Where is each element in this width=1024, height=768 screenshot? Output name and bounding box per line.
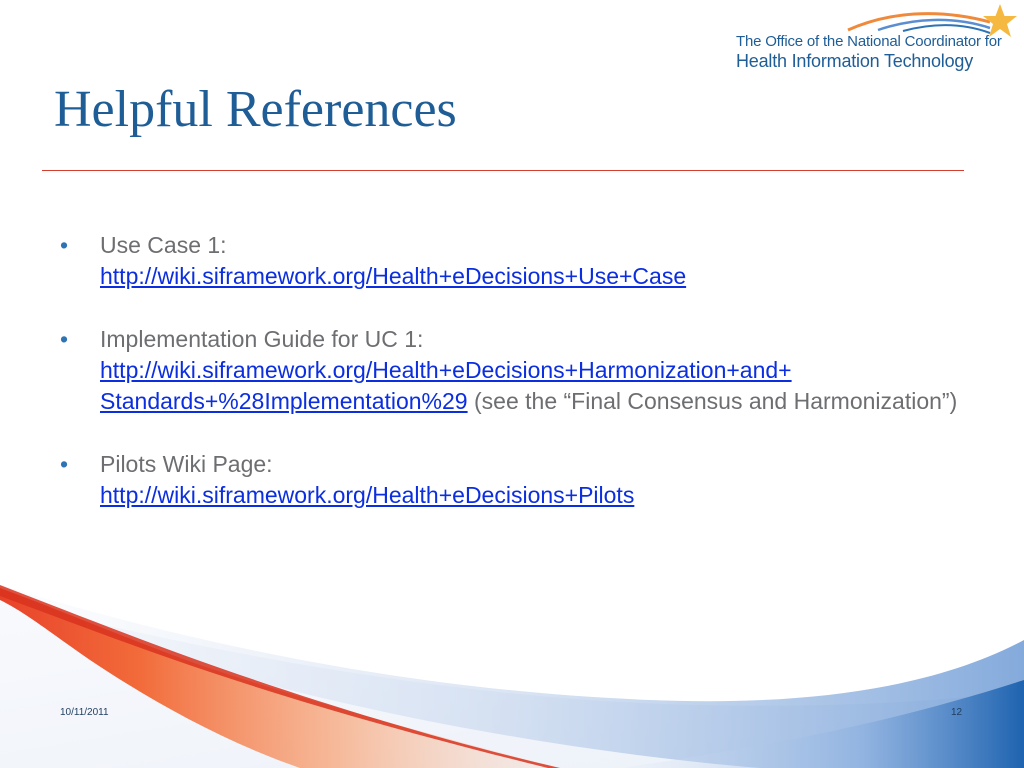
pilots-link[interactable]: http://wiki.siframework.org/Health+eDecisions+Pilots	[100, 482, 635, 508]
logo-text-line1: The Office of the National Coordinator for	[736, 33, 1002, 50]
logo-text-line2: Health Information Technology	[736, 51, 974, 71]
title-divider	[42, 170, 964, 171]
item-label: Pilots Wiki Page:	[100, 451, 273, 477]
slide-title: Helpful References	[54, 81, 457, 138]
use-case-link[interactable]: http://wiki.siframework.org/Health+eDecisions+Use+Case	[100, 263, 687, 289]
reference-list	[60, 230, 960, 511]
item-note: (see the “Final Consensus and Harmonization”)	[467, 388, 958, 414]
footer-date: 10/11/2011	[60, 707, 109, 718]
page-number: 12	[951, 707, 963, 718]
list-item-pilots	[60, 449, 960, 511]
list-item-use-case	[60, 230, 960, 292]
bullet-icon: •	[60, 451, 69, 477]
bullet-icon: •	[60, 232, 69, 258]
list-item-implementation-guide	[60, 324, 960, 417]
implementation-guide-link[interactable]: http://wiki.siframework.org/Health+eDecisions+Harmonization+and+	[100, 357, 792, 383]
implementation-guide-link-continued[interactable]: Standards+%28Implementation%29	[100, 388, 468, 414]
item-label: Implementation Guide for UC 1:	[100, 326, 424, 352]
item-label: Use Case 1:	[100, 232, 227, 258]
onc-logo	[728, 0, 1018, 80]
bullet-icon: •	[60, 326, 69, 352]
